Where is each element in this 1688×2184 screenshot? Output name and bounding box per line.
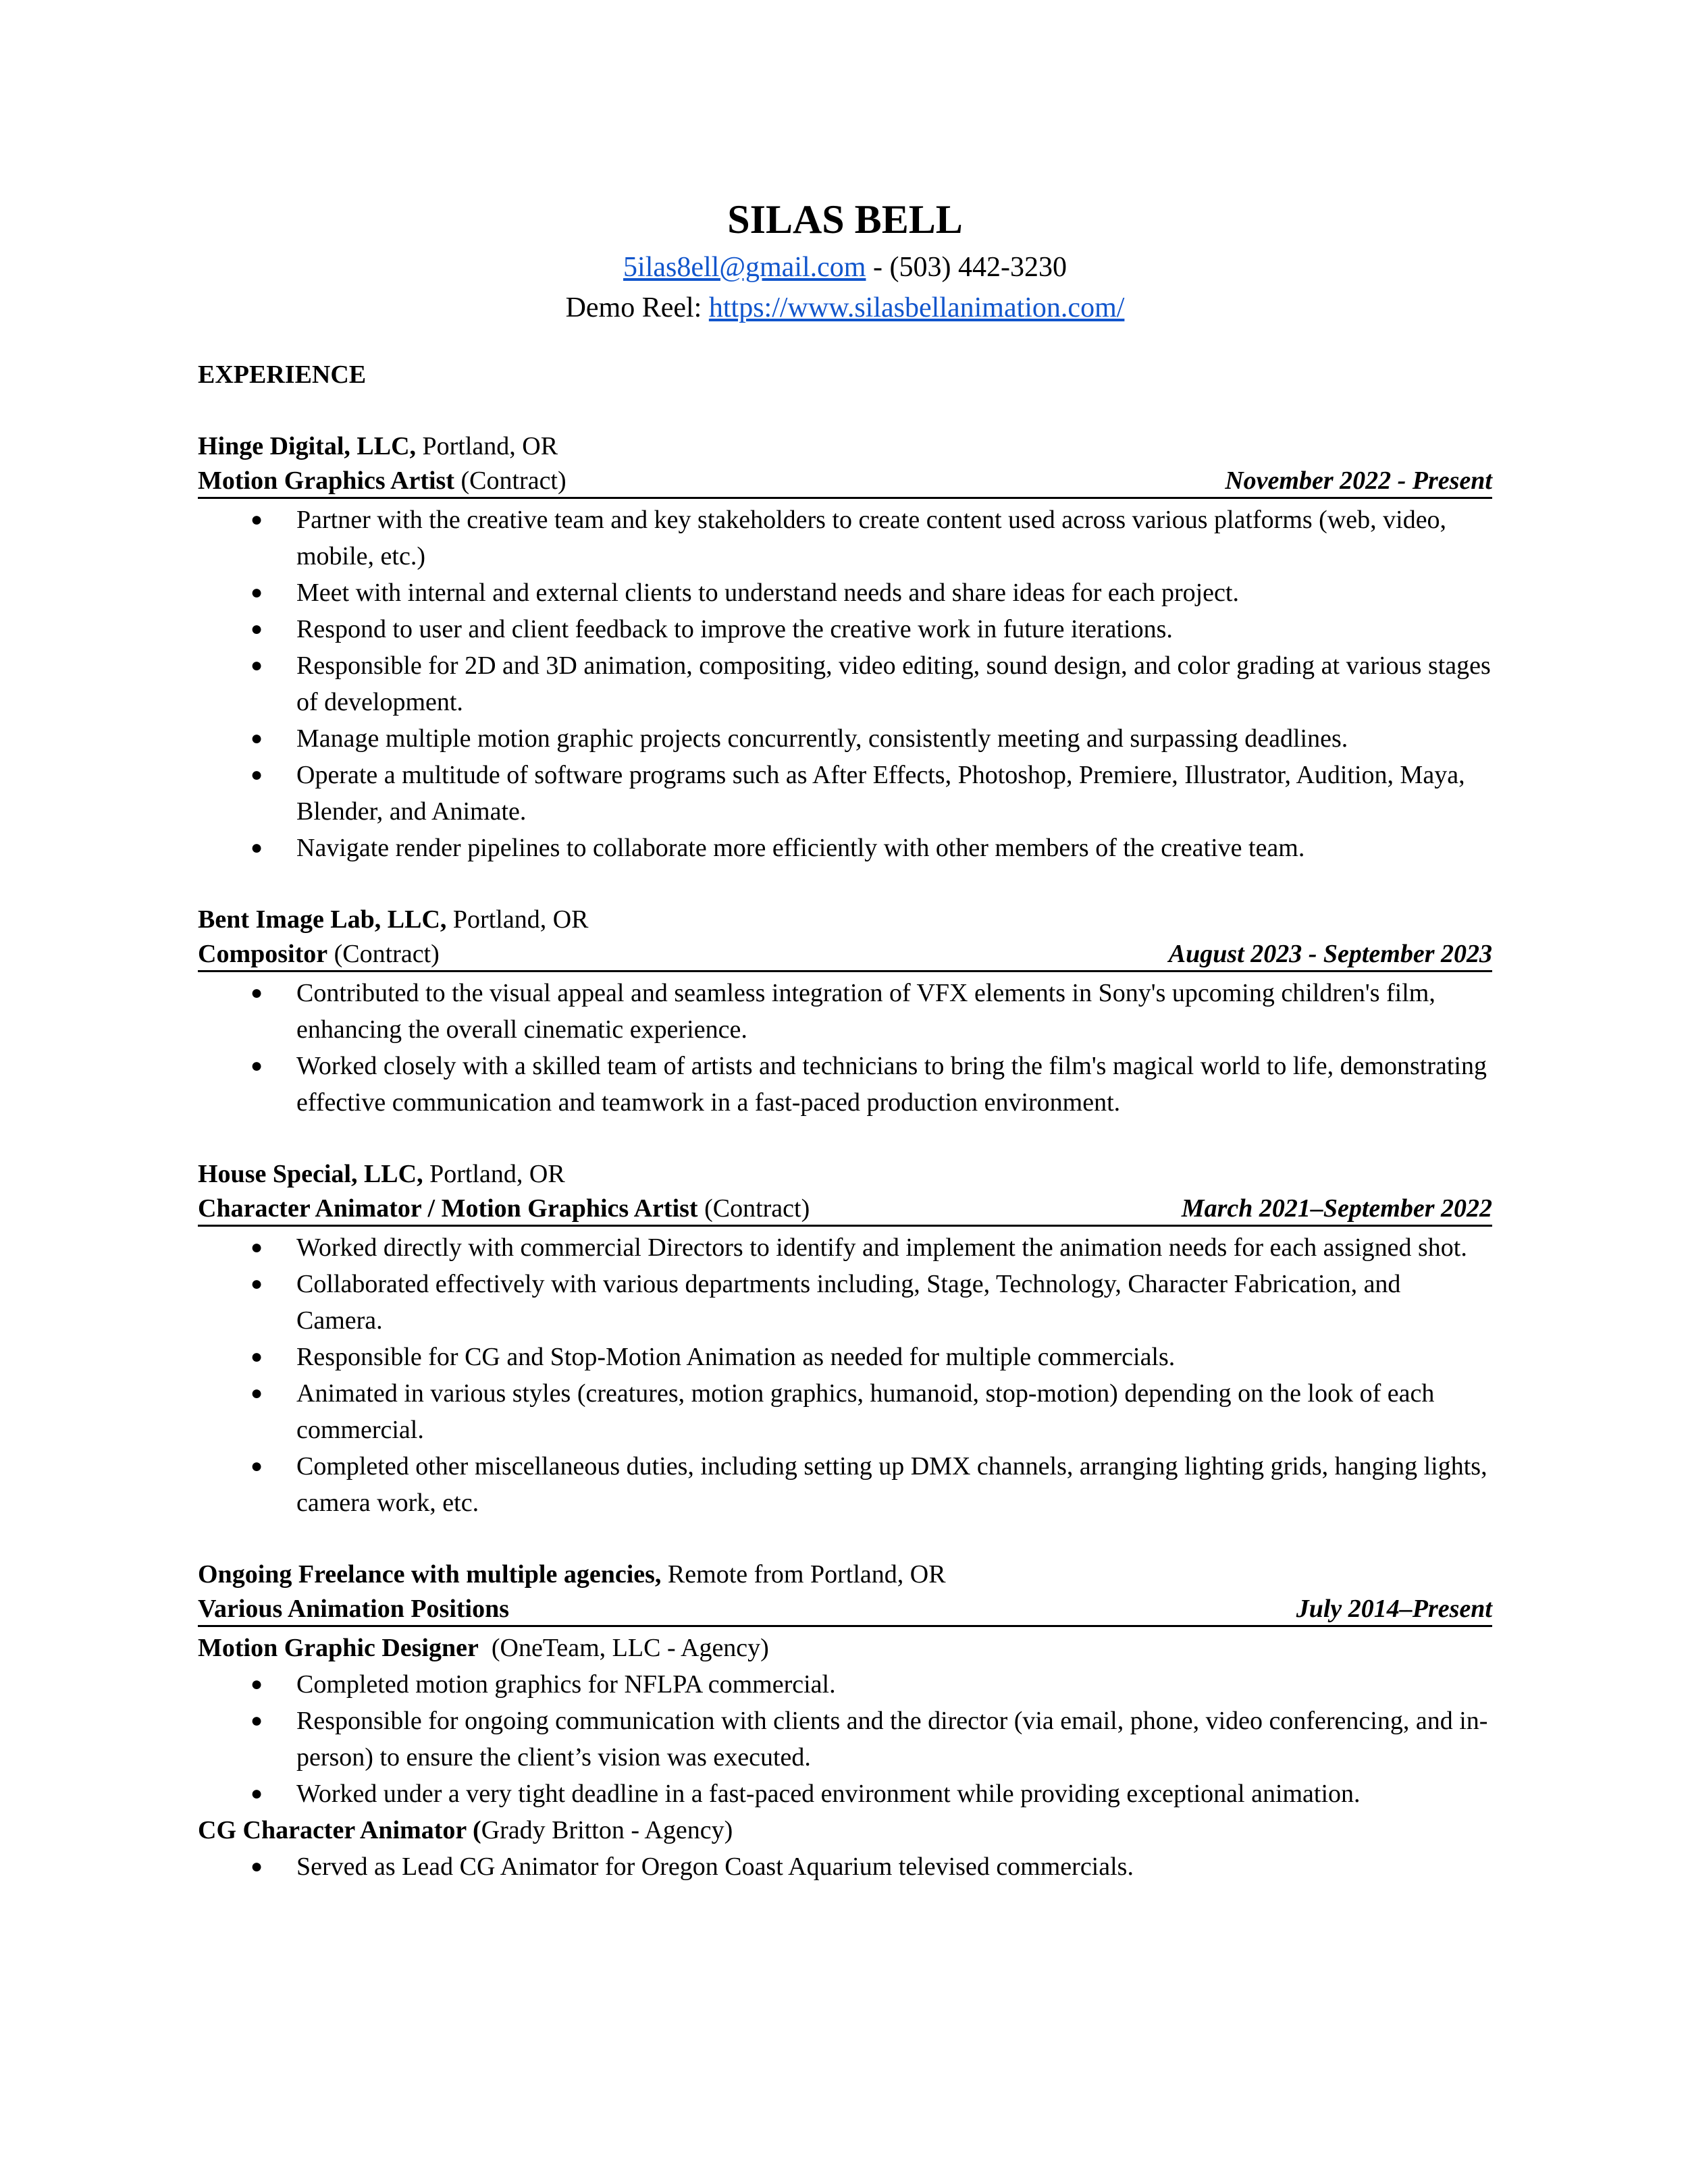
subrole-heading [198, 1630, 1492, 1666]
role-title: Various Animation Positions [198, 1595, 510, 1623]
job-entry-freelance [198, 1556, 1492, 1885]
bullet-icon: ● [250, 1236, 263, 1258]
company-name: Hinge Digital, LLC, [198, 432, 417, 460]
bullet-icon: ● [250, 727, 263, 749]
bullet-text: Completed other miscellaneous duties, including setting up DMX channels, arranging lighting grids, hanging lights, camera work, etc. [296, 1452, 1487, 1517]
list-item [198, 1339, 1492, 1375]
bullet-text: Served as Lead CG Animator for Oregon Coast Aquarium televised commercials. [296, 1853, 1134, 1881]
bullet-text: Worked directly with commercial Directors to identify and implement the animation needs for each assigned shot. [296, 1233, 1467, 1262]
bullet-text: Meet with internal and external clients to understand needs and share ideas for each project. [296, 579, 1239, 607]
bullet-text: Worked closely with a skilled team of artists and technicians to bring the film's magical world to life, demonstrating effective communication and teamwork in a fast-paced production environment. [296, 1052, 1487, 1117]
bullet-text: Contributed to the visual appeal and seamless integration of VFX elements in Sony's upcoming children's film, enhancing the overall cinematic experience. [296, 979, 1435, 1044]
role-line [198, 938, 1492, 972]
bullet-icon: ● [250, 618, 263, 640]
company-location: Portland, OR [416, 432, 558, 460]
subrole-detail: Grady Britton - Agency) [481, 1816, 733, 1844]
company-name: Ongoing Freelance with multiple agencies, [198, 1560, 662, 1589]
demo-reel-line [198, 288, 1492, 328]
phone-number: (503) 442-3230 [889, 252, 1067, 283]
bullet-text: Animated in various styles (creatures, motion graphics, humanoid, stop-motion) depending on the look of each commercial. [296, 1379, 1435, 1444]
bullet-text: Worked under a very tight deadline in a fast-paced environment while providing exceptional animation. [296, 1780, 1361, 1808]
subrole-heading [198, 1812, 1492, 1848]
bullet-text: Partner with the creative team and key stakeholders to create content used across various platforms (web, video, mobile, etc.) [296, 506, 1447, 570]
role-title: Motion Graphics Artist [198, 467, 454, 495]
contact-line [198, 247, 1492, 288]
email-link[interactable]: 5ilas8ell@gmail.com [623, 252, 866, 283]
role-dates: August 2023 - September 2023 [1168, 940, 1492, 968]
list-item [198, 720, 1492, 757]
role-dates: March 2021–September 2022 [1181, 1194, 1492, 1223]
company-location: Remote from Portland, OR [661, 1560, 946, 1589]
company-line [198, 901, 1492, 938]
role-line [198, 1192, 1492, 1227]
list-item [198, 1048, 1492, 1121]
bullet-icon: ● [250, 1273, 263, 1295]
subrole-title: CG Character Animator ( [198, 1816, 481, 1844]
list-item [198, 647, 1492, 720]
bullet-list [198, 975, 1492, 1121]
bullet-icon: ● [250, 1673, 263, 1695]
bullet-text: Responsible for 2D and 3D animation, compositing, video editing, sound design, and color grading at various stages of development. [296, 651, 1491, 716]
role-type: (Contract) [327, 940, 440, 968]
subrole-detail: (OneTeam, LLC - Agency) [478, 1634, 769, 1662]
demo-reel-link[interactable]: https://www.silasbellanimation.com/ [708, 292, 1125, 323]
list-item [198, 1448, 1492, 1521]
company-location: Portland, OR [446, 905, 589, 934]
list-item [198, 611, 1492, 647]
bullet-icon: ● [250, 982, 263, 1004]
bullet-icon: ● [250, 836, 263, 859]
bullet-icon: ● [250, 1709, 263, 1732]
list-item [198, 975, 1492, 1048]
bullet-text: Responsible for CG and Stop-Motion Animation as needed for multiple commercials. [296, 1343, 1176, 1371]
list-item [198, 830, 1492, 866]
bullet-icon: ● [250, 1782, 263, 1805]
bullet-icon: ● [250, 764, 263, 786]
bullet-text: Completed motion graphics for NFLPA commercial. [296, 1670, 836, 1699]
role-dates: November 2022 - Present [1225, 467, 1492, 495]
bullet-list [198, 1229, 1492, 1521]
list-item [198, 1703, 1492, 1776]
company-name: Bent Image Lab, LLC, [198, 905, 447, 934]
section-title-experience: EXPERIENCE [198, 361, 367, 389]
bullet-text: Manage multiple motion graphic projects concurrently, consistently meeting and surpassing deadlines. [296, 724, 1348, 753]
bullet-list [198, 1848, 1492, 1885]
company-location: Portland, OR [423, 1160, 565, 1188]
list-item [198, 502, 1492, 575]
company-name: House Special, LLC, [198, 1160, 423, 1188]
list-item [198, 1375, 1492, 1448]
bullet-icon: ● [250, 581, 263, 604]
company-line [198, 428, 1492, 464]
role-line [198, 464, 1492, 499]
bullet-text: Collaborated effectively with various departments including, Stage, Technology, Character Fabrication, and Camera. [296, 1270, 1401, 1335]
job-entry-bent-image-lab [198, 901, 1492, 1121]
bullet-text: Respond to user and client feedback to improve the creative work in future iterations. [296, 615, 1173, 643]
bullet-list [198, 502, 1492, 866]
bullet-text: Operate a multitude of software programs such as After Effects, Photoshop, Premiere, Illustrator, Audition, Maya, Blender, and Animate. [296, 761, 1465, 826]
list-item [198, 1848, 1492, 1885]
role-type: (Contract) [697, 1194, 810, 1223]
company-line [198, 1556, 1492, 1593]
list-item [198, 1266, 1492, 1339]
role-title: Character Animator / Motion Graphics Artist [198, 1194, 698, 1223]
company-line [198, 1156, 1492, 1192]
bullet-text: Responsible for ongoing communication with clients and the director (via email, phone, video conferencing, and in-person) to ensure the client’s vision was executed. [296, 1707, 1488, 1772]
list-item [198, 575, 1492, 611]
role-line [198, 1593, 1492, 1627]
candidate-name: SILAS BELL [727, 197, 963, 242]
resume-header [198, 196, 1492, 328]
role-dates: July 2014–Present [1296, 1595, 1492, 1623]
demo-reel-label: Demo Reel: [565, 292, 709, 323]
bullet-icon: ● [250, 1382, 263, 1404]
bullet-text: Navigate render pipelines to collaborate more efficiently with other members of the creative team. [296, 834, 1305, 862]
list-item [198, 1666, 1492, 1703]
job-entry-house-special [198, 1156, 1492, 1521]
subrole-title: Motion Graphic Designer [198, 1634, 479, 1662]
job-entry-hinge-digital [198, 428, 1492, 866]
role-type: (Contract) [454, 467, 566, 495]
contact-separator: - [866, 252, 890, 283]
list-item [198, 757, 1492, 830]
bullet-icon: ● [250, 1055, 263, 1077]
bullet-icon: ● [250, 1455, 263, 1477]
bullet-icon: ● [250, 1346, 263, 1368]
bullet-icon: ● [250, 508, 263, 531]
list-item [198, 1229, 1492, 1266]
bullet-icon: ● [250, 1855, 263, 1877]
list-item [198, 1776, 1492, 1812]
resume-content [198, 196, 1492, 1920]
role-title: Compositor [198, 940, 328, 968]
bullet-icon: ● [250, 654, 263, 676]
bullet-list [198, 1666, 1492, 1812]
